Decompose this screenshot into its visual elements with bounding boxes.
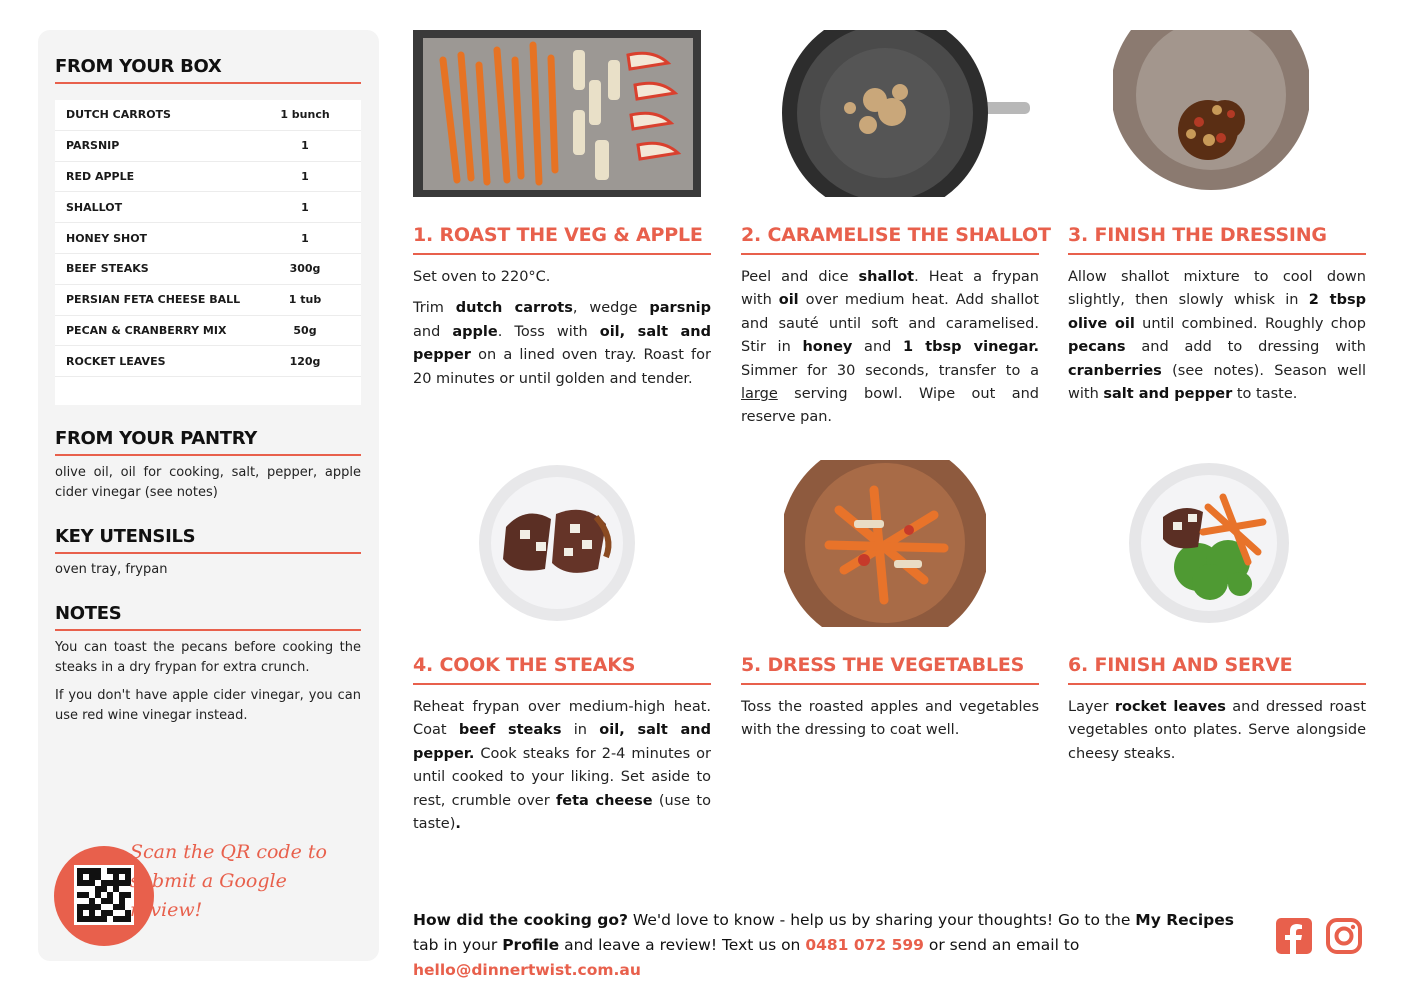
step-1-para-1: Set oven to 220°C. [413, 269, 551, 285]
phone-link[interactable]: 0481 072 599 [805, 936, 924, 954]
ingredient-qty: 1 [301, 231, 309, 245]
ingredient-name: PECAN & CRANBERRY MIX [66, 323, 227, 337]
ingredients-sidebar [38, 30, 379, 961]
step-2-text: Peel and dice shallot. Heat a frypan with oil over medium heat. Add shallot and sauté until soft and caramelised. Stir in honey and 1 tbsp vinegar. Simmer for 30 seconds, transfer to a large serving bowl. Wipe out and reserve pan. [741, 269, 1039, 426]
table-row [55, 100, 361, 131]
review-footer: How did the cooking go? We'd love to know - help us by sharing your thoughts! Go to the My Recipes tab in your Profile and leave a review! Text us on 0481 072 599 or send an email to hello@dinnertwist.com.au [413, 911, 1234, 979]
utensils-rule [55, 552, 361, 554]
ingredient-name: PARSNIP [66, 139, 120, 153]
table-row [55, 254, 361, 285]
table-row [55, 131, 361, 162]
step-2-title: 2. CARAMELISE THE SHALLOT [741, 224, 1051, 246]
step-4-title: 4. COOK THE STEAKS [413, 654, 636, 676]
step-5-rule [741, 683, 1039, 685]
step-3-text: Allow shallot mixture to cool down slightly, then slowly whisk in 2 tbsp olive oil until combined. Roughly chop pecans and add to dressing with cranberries (see notes). Season well with salt and pepper to taste. [1068, 269, 1366, 403]
table-row [55, 223, 361, 254]
step-1-para-2: Trim dutch carrots, wedge parsnip and apple. Toss with oil, salt and pepper on a lined oven tray. Roast for 20 minutes or until golden and tender. [413, 300, 712, 387]
step-5-title: 5. DRESS THE VEGETABLES [741, 654, 1025, 676]
step-1-text [413, 266, 711, 399]
pantry-title: FROM YOUR PANTRY [55, 428, 257, 449]
qr-code-icon[interactable] [74, 865, 134, 925]
instagram-icon[interactable] [1325, 917, 1363, 955]
utensils-title: KEY UTENSILS [55, 526, 196, 547]
step-4-text: Reheat frypan over medium-high heat. Coat beef steaks in oil, salt and pepper. Cook steaks for 2-4 minutes or until cooked to your liking. Set aside to rest, crumble over feta cheese (use to taste). [413, 699, 712, 833]
pantry-rule [55, 454, 361, 456]
photo-roast-tray [413, 30, 701, 197]
step-6-title: 6. FINISH AND SERVE [1068, 654, 1293, 676]
scan-line-1: Scan the QR code to [130, 841, 327, 863]
box-title-rule [55, 82, 361, 84]
ingredient-qty: 300g [289, 262, 321, 276]
step-5-text: Toss the roasted apples and vegetables with the dressing to coat well. [741, 699, 1039, 739]
facebook-icon[interactable] [1275, 917, 1313, 955]
ingredient-name: RED APPLE [66, 169, 135, 183]
utensils-text: oven tray, frypan [55, 562, 168, 577]
ingredient-qty: 1 [301, 169, 309, 183]
step-3-rule [1068, 253, 1366, 255]
photo-plated-steaks [478, 462, 636, 625]
step-6-text: Layer rocket leaves and dressed roast vegetables onto plates. Serve alongside cheesy steaks. [1068, 699, 1367, 762]
photo-bowl-dressing [1113, 30, 1309, 197]
table-row [55, 285, 361, 316]
notes-title: NOTES [55, 603, 122, 624]
step-1-rule [413, 253, 711, 255]
step-6-rule [1068, 683, 1366, 685]
notes-text-2: If you don't have apple cider vinegar, you can use red wine vinegar instead. [55, 688, 361, 723]
box-ingredients-table [55, 100, 361, 405]
step-3-title: 3. FINISH THE DRESSING [1068, 224, 1327, 246]
ingredient-name: HONEY SHOT [66, 231, 148, 245]
ingredient-name: DUTCH CARROTS [66, 108, 171, 122]
photo-dressed-vegetables [784, 460, 986, 627]
notes-text-1: You can toast the pecans before cooking the steaks in a dry frypan for extra crunch. [55, 640, 361, 675]
scan-line-2: submit a Google review! [130, 870, 287, 921]
notes-rule [55, 629, 361, 631]
email-link[interactable]: hello@dinnertwist.com.au [413, 961, 641, 979]
ingredient-qty: 1 bunch [280, 108, 330, 122]
qr-code-pattern [77, 868, 131, 922]
ingredient-qty: 50g [293, 323, 317, 337]
ingredient-name: BEEF STEAKS [66, 262, 149, 276]
photo-final-dish [1128, 462, 1291, 625]
ingredient-name: ROCKET LEAVES [66, 354, 166, 368]
step-1-title: 1. ROAST THE VEG & APPLE [413, 224, 703, 246]
step-4-rule [413, 683, 711, 685]
pantry-text: olive oil, oil for cooking, salt, pepper, apple cider vinegar (see notes) [55, 465, 361, 500]
table-row [55, 162, 361, 193]
table-row [55, 192, 361, 223]
table-row [55, 346, 361, 377]
box-title: FROM YOUR BOX [55, 56, 222, 77]
step-2-rule [741, 253, 1039, 255]
scan-qr-caption [130, 838, 330, 925]
photo-frypan-shallot [780, 30, 1030, 197]
ingredient-qty: 1 [301, 200, 309, 214]
ingredient-name: PERSIAN FETA CHEESE BALL [66, 293, 241, 307]
ingredient-qty: 1 tub [288, 293, 322, 307]
ingredient-qty: 1 [301, 139, 309, 153]
ingredient-name: SHALLOT [66, 200, 123, 214]
ingredient-qty: 120g [289, 354, 321, 368]
table-row [55, 316, 361, 347]
